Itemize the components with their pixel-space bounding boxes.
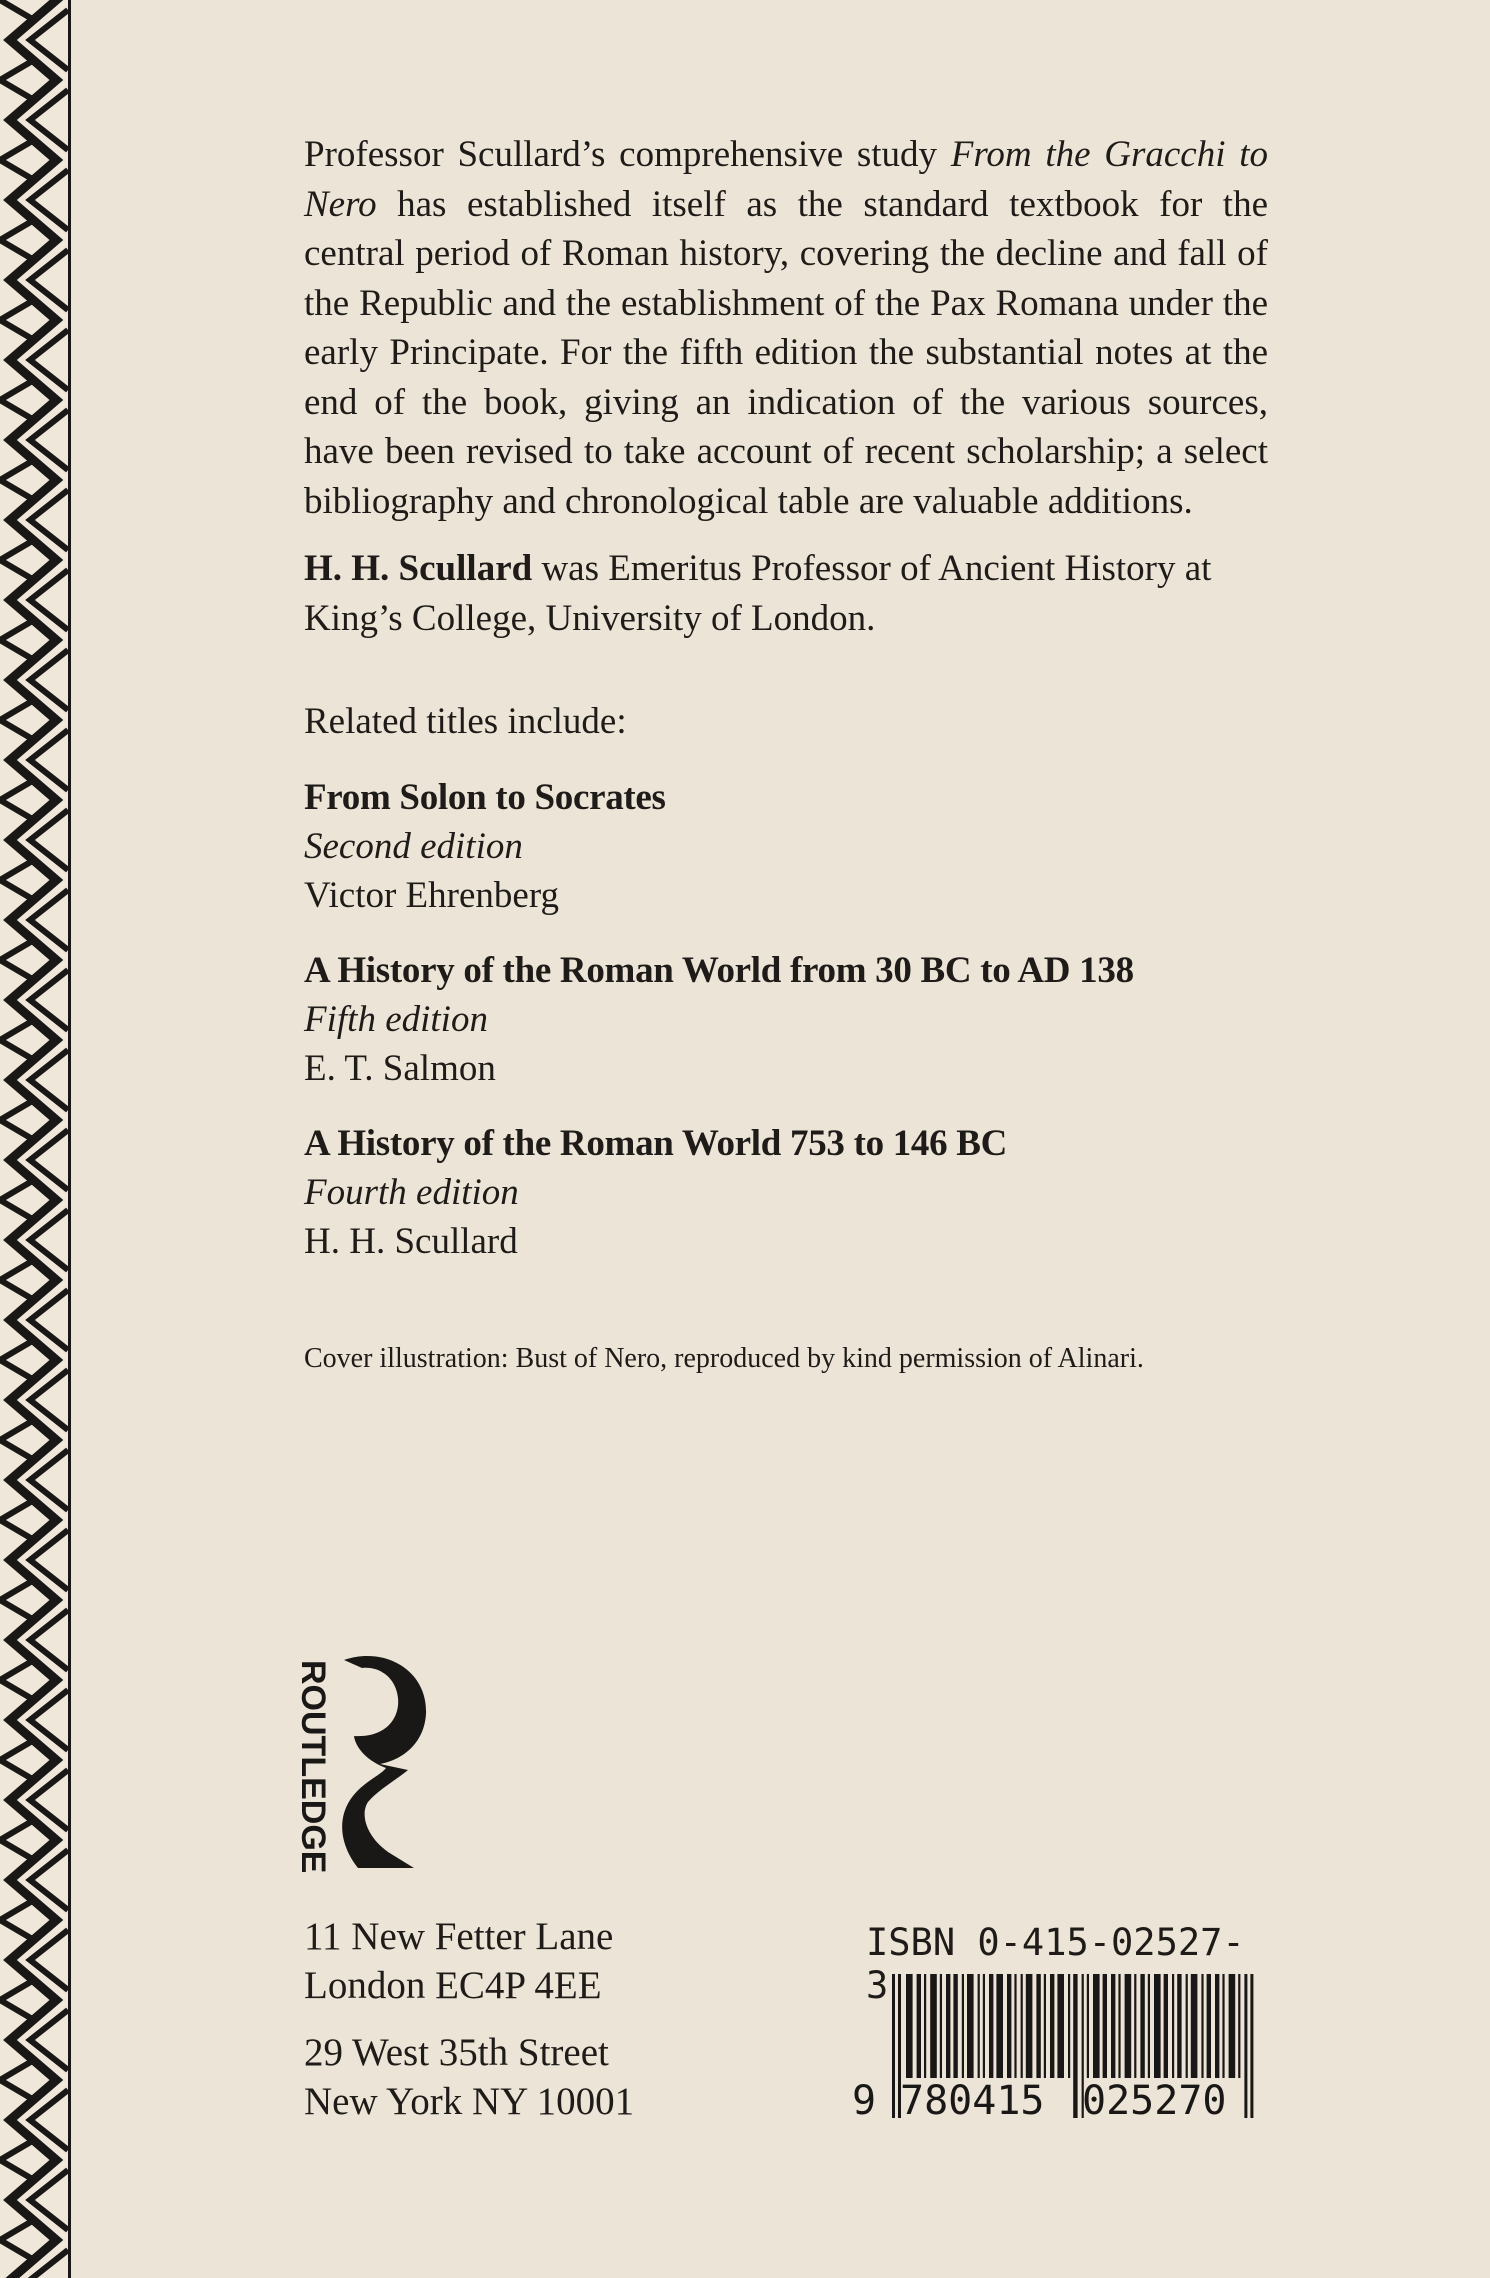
new-york-address — [304, 2028, 634, 2126]
barcode-bar — [1148, 1974, 1150, 2078]
barcode-bar — [1111, 1974, 1115, 2078]
related-title-author: Victor Ehrenberg — [304, 874, 559, 916]
barcode-bar — [1215, 1974, 1219, 2078]
related-title-edition: Fifth edition — [304, 998, 488, 1040]
isbn-label: ISBN 0-415-02527-3 — [866, 1921, 1245, 2007]
related-title-name: A History of the Roman World 753 to 146 BC — [304, 1122, 1008, 1164]
address-line: 11 New Fetter Lane — [304, 1915, 614, 1958]
barcode-bar — [1250, 1974, 1253, 2118]
barcode-bar — [924, 1974, 926, 2078]
barcode-bar — [1229, 1974, 1236, 2078]
barcode-bar — [1044, 1974, 1046, 2078]
barcode-bar — [1068, 1974, 1070, 2078]
barcode-bar — [967, 1974, 974, 2078]
barcode-bar — [930, 1974, 937, 2078]
barcode-bar — [1036, 1974, 1040, 2078]
cover-illustration-credit: Cover illustration: Bust of Nero, reproduced by kind permission of Alinari. — [304, 1342, 1144, 1374]
barcode-bar — [1007, 1974, 1011, 2078]
spine-pattern — [0, 0, 71, 2278]
logo-wordmark: ROUTLEDGE — [296, 1660, 332, 1872]
barcode-bar — [1073, 1974, 1077, 2118]
barcode-bar — [1164, 1974, 1168, 2078]
barcode-bar — [917, 1974, 921, 2078]
barcode-bar — [892, 1974, 895, 2118]
barcode-lead-digit: 9 — [852, 2078, 877, 2118]
author-name: H. H. Scullard — [304, 548, 533, 589]
author-description: was Emeritus Professor of Ancient History at King’s College, University of London. — [304, 548, 1212, 639]
barcode-bar — [1057, 1974, 1064, 2078]
barcode-bar — [1021, 1974, 1023, 2078]
barcode-digits-right: 025270 — [1082, 2078, 1227, 2118]
address-line: London EC4P 4EE — [304, 1964, 602, 2007]
london-address — [304, 1912, 634, 2010]
barcode-bar — [946, 1974, 950, 2078]
barcode-bar — [996, 1974, 1003, 2078]
back-cover-text — [304, 130, 1268, 1377]
barcode-bar — [989, 1974, 993, 2078]
author-note — [304, 544, 1268, 643]
barcode-bar — [1026, 1974, 1033, 2078]
barcode-bar — [1238, 1974, 1240, 2078]
barcode-bar — [1207, 1974, 1211, 2078]
barcode-bar — [940, 1974, 942, 2078]
related-title-edition: Fourth edition — [304, 1171, 519, 1213]
barcode-bar — [983, 1974, 985, 2078]
related-titles-heading: Related titles include: — [304, 701, 627, 742]
related-title-1 — [304, 773, 1268, 920]
barcode-bar — [1103, 1974, 1107, 2078]
barcode-bar — [953, 1974, 957, 2078]
barcode-bar — [1014, 1974, 1016, 2078]
barcode-bar — [1154, 1974, 1161, 2078]
related-title-2 — [304, 946, 1268, 1093]
barcode-bar — [978, 1974, 980, 2078]
barcode-bar — [1050, 1974, 1054, 2078]
barcode-bar — [1244, 1974, 1247, 2118]
address-line: 29 West 35th Street — [304, 2031, 609, 2074]
related-title-3 — [304, 1119, 1268, 1266]
barcode-digits-left: 780415 — [900, 2078, 1045, 2118]
barcode-bar — [1222, 1974, 1224, 2078]
barcode-bar — [1125, 1974, 1132, 2078]
barcode-bar — [1201, 1974, 1203, 2078]
barcode-bar — [1118, 1974, 1120, 2078]
barcode-bar — [1093, 1974, 1100, 2078]
barcode-bar — [906, 1974, 913, 2078]
routledge-logo — [296, 1652, 446, 1872]
address-line: New York NY 10001 — [304, 2080, 635, 2123]
related-title-author: E. T. Salmon — [304, 1047, 496, 1089]
barcode-bar — [1140, 1974, 1144, 2078]
blurb-book-title: From the Gracchi to Nero — [304, 134, 1268, 225]
barcode-bar — [1191, 1974, 1198, 2078]
related-title-author: H. H. Scullard — [304, 1220, 518, 1262]
blurb-text: Professor Scullard’s comprehensive study — [304, 134, 951, 175]
blurb-text-continued: has established itself as the standard textbook for the central period of Roman history, covering the decline and fall of the Republic and the establishment of the Pax Romana under the early Principate. For the fifth edition the substantial notes at the end of the book, giving an indication of the various sources, have been revised to take account of recent scholarship; a select bibliography and chronological table are valuable additions. — [304, 183, 1268, 522]
barcode — [848, 1974, 1268, 2118]
related-title-name: From Solon to Socrates — [304, 776, 666, 818]
related-title-name: A History of the Roman World from 30 BC to AD 138 — [304, 949, 1134, 991]
barcode-bar — [1134, 1974, 1136, 2078]
barcode-bar — [1177, 1974, 1181, 2078]
barcode-bar — [1172, 1974, 1174, 2078]
book-blurb — [304, 130, 1268, 526]
barcode-bar — [962, 1974, 964, 2078]
related-title-edition: Second edition — [304, 825, 523, 867]
barcode-bar — [1186, 1974, 1188, 2078]
barcode-bar — [1087, 1974, 1089, 2078]
publisher-addresses — [304, 1912, 634, 2144]
